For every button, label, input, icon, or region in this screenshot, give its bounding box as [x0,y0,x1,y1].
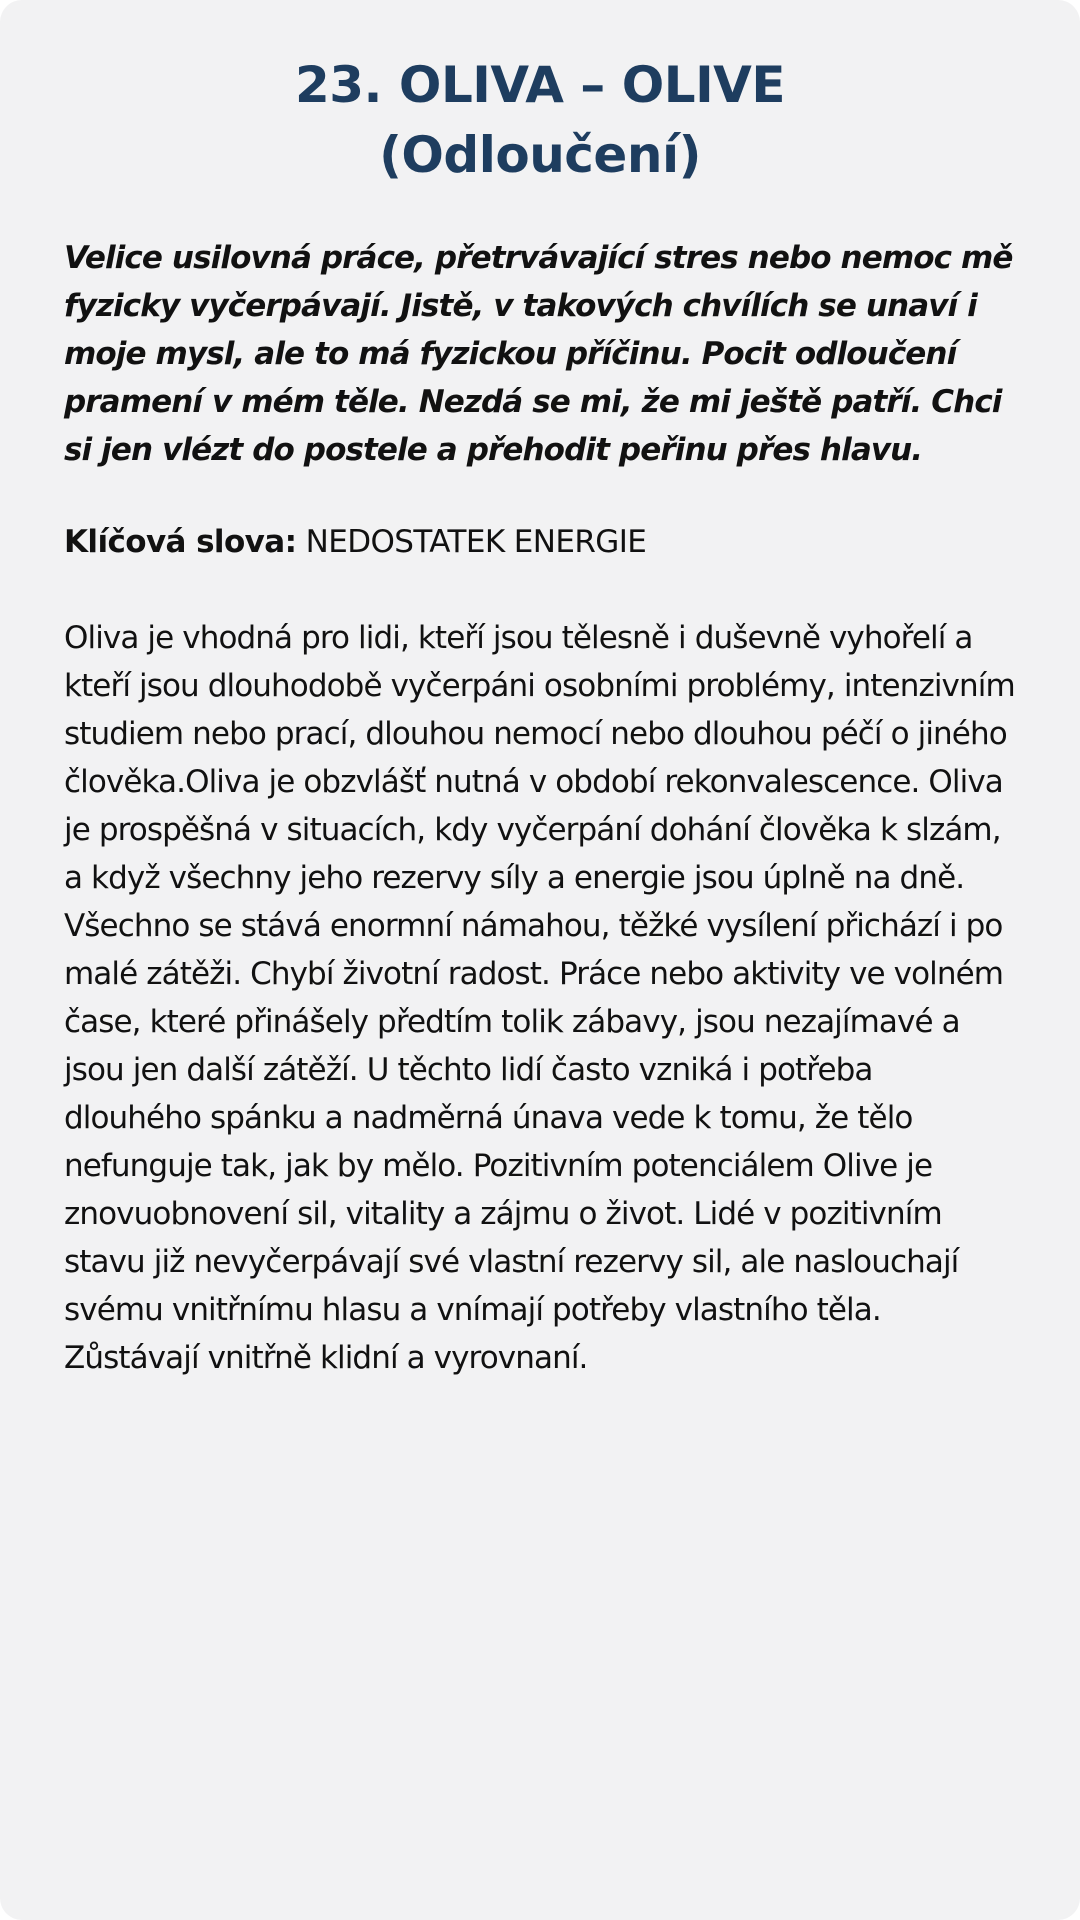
keywords-line [64,518,1016,566]
intro-quote: Velice usilovná práce, přetrvávající stres nebo nemoc mě fyzicky vyčerpávají. Jistě, v takových chvílích se unaví i moje mysl, ale to má fyzickou příčinu. Pocit odloučení pramení v mém těle. Nezdá se mi, že mi ještě patří. Chci si jen vlézt do postele a přehodit peřinu přes hlavu. [64,240,1013,468]
description-paragraph: Oliva je vhodná pro lidi, kteří jsou tělesně i duševně vyhořelí a kteří jsou dlouhodobě vyčerpáni osobními problémy, intenzivním studiem nebo prací, dlouhou nemocí nebo dlouhou péčí o jiného člověka.Oliva je obzvlášť nutná v období rekonvalescence. Oliva je prospěšná v situacích, kdy vyčerpání dohání člověka k slzám, a když všechny jeho rezervy síly a energie jsou úplně na dně. Všechno se stává enormní námahou, těžké vysílení přichází i po malé zátěži. Chybí životní radost. Práce nebo aktivity ve volném čase, které přinášely předtím tolik zábavy, jsou nezajímavé a jsou jen další zátěží. U těchto lidí často vzniká i potřeba dlouhého spánku a nadměrná únava vede k tomu, že tělo nefunguje tak, jak by mělo. Pozitivním potenciálem Olive je znovuobnovení sil, vitality a zájmu o život. Lidé v pozitivním stavu již nevyčerpávají své vlastní rezervy sil, ale naslouchají svému vnitřnímu hlasu a vnímají potřeby vlastního těla. Zůstávají vnitřně klidní a vyrovnaní. [64,620,1015,1376]
keywords-value: NEDOSTATEK ENERGIE [305,524,647,560]
title-line-name: 23. OLIVA – OLIVE [294,56,786,114]
page-title [64,50,1016,190]
title-line-subtitle: (Odloučení) [379,126,701,184]
keywords-label: Klíčová slova: [64,524,297,560]
